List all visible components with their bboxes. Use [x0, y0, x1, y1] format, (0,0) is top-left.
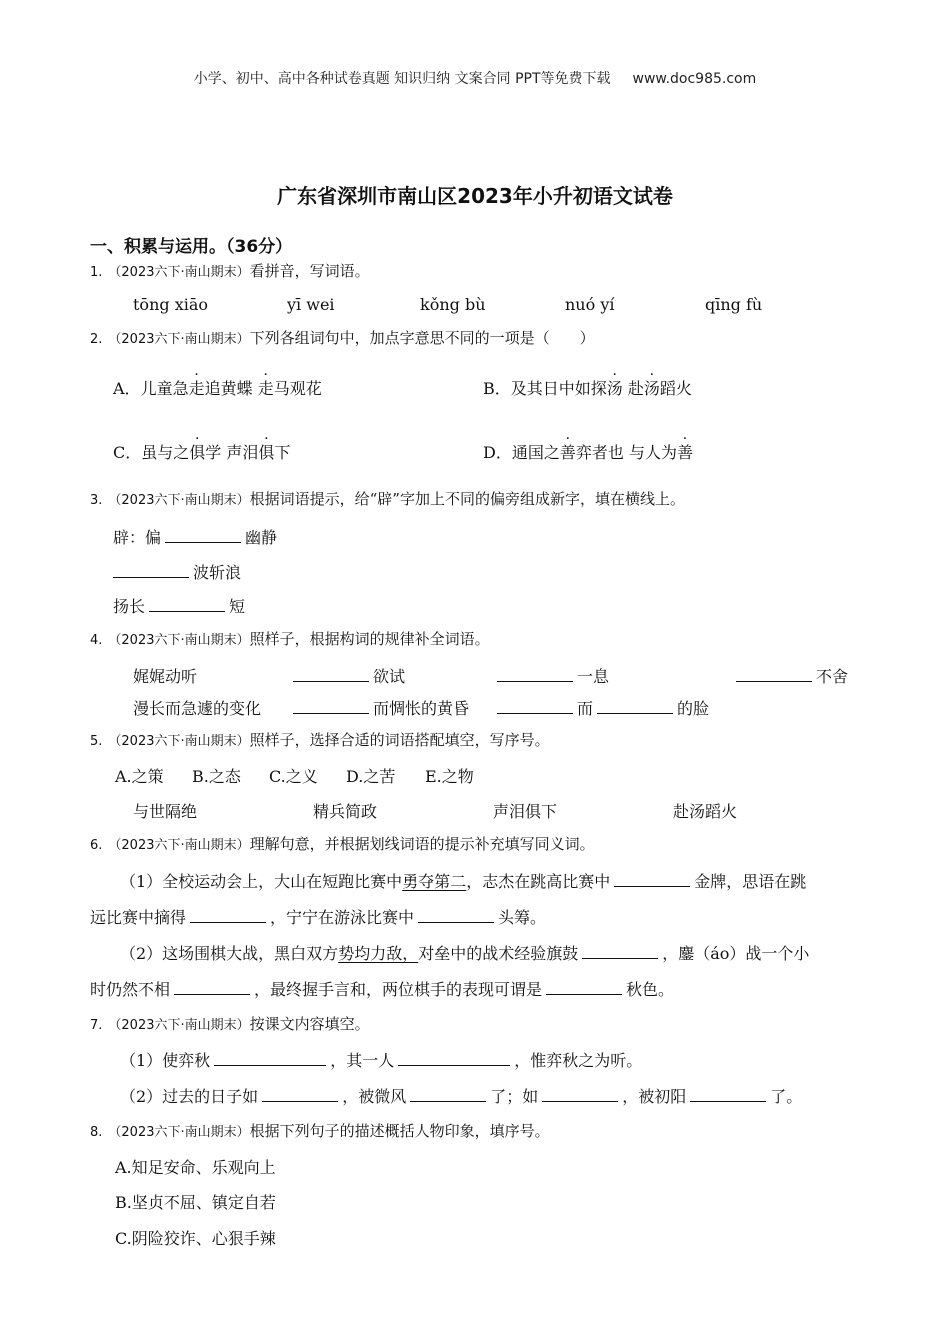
question-4: [90, 628, 490, 649]
answer-blank[interactable]: [418, 908, 494, 923]
question-text: 根据下列句子的描述概括人物印象，填序号。: [249, 1122, 550, 1140]
answer-blank[interactable]: [214, 1051, 326, 1066]
q5-option-a: A.之策: [115, 767, 164, 786]
option-c[interactable]: C．虽与之俱学 声泪俱下: [113, 443, 291, 462]
question-source: （2023六下·南山期末）: [108, 734, 250, 749]
q5-item: 声泪俱下: [493, 802, 558, 821]
pinyin-2: yī wei: [287, 295, 335, 314]
q4-item: 一息: [497, 664, 609, 687]
pinyin-3: kǒng bù: [420, 295, 486, 314]
answer-blank[interactable]: [262, 1087, 338, 1102]
q6-part2-line1: （2）这场围棋大战，黑白双方势均力敌，对垒中的战术经验旗鼓 ，鏖（áo）战一个小: [120, 944, 810, 963]
q3-line-3: 扬长 短: [113, 597, 246, 616]
option-d[interactable]: D．通国之善弈者也 与人为善: [483, 443, 694, 462]
q8-option-c: C.阴险狡诈、心狠手辣: [115, 1229, 276, 1248]
answer-blank[interactable]: [546, 980, 622, 995]
answer-blank[interactable]: [497, 667, 573, 682]
q5-item: 精兵简政: [313, 802, 378, 821]
q4-item: 而 的脸: [497, 696, 709, 719]
q4-item: 不舍: [736, 664, 848, 687]
q5-item: 与世隔绝: [133, 802, 198, 821]
question-text: 照样子，选择合适的词语搭配填空，写序号。: [249, 731, 550, 749]
q4-example-1: 娓娓动听: [133, 667, 198, 686]
question-5: [90, 729, 550, 750]
dotted-char: 俱: [189, 443, 206, 462]
question-number: 1.: [90, 265, 103, 280]
question-number: 5.: [90, 734, 103, 749]
question-7: [90, 1013, 370, 1034]
question-text: 下列各组词句中，加点字意思不同的一项是（ ）: [249, 329, 595, 347]
header-text: 小学、初中、高中各种试卷真题 知识归纳 文案合同 PPT等免费下载: [193, 71, 611, 87]
question-number: 2.: [90, 332, 103, 347]
dotted-char: 善: [559, 443, 576, 462]
question-text: 根据词语提示，给“辟”字加上不同的偏旁组成新字，填在横线上。: [249, 490, 685, 508]
page-title: 广东省深圳市南山区2023年小升初语文试卷: [277, 184, 673, 208]
dotted-char: 汤: [606, 379, 623, 398]
answer-blank[interactable]: [149, 597, 225, 612]
q6-part2-line2: 时仍然不相 ，最终握手言和，两位棋手的表现可谓是 秋色。: [90, 980, 675, 999]
answer-blank[interactable]: [542, 1087, 618, 1102]
question-number: 7.: [90, 1018, 103, 1033]
header-site-link[interactable]: www.doc985.com: [632, 71, 757, 87]
q3-line-1: 辟：偏 幽静: [113, 528, 278, 547]
q8-option-b: B.坚贞不屈、镇定自若: [115, 1193, 276, 1212]
q7-part1: （1）使弈秋 ，其一人 ，惟弈秋之为听。: [120, 1051, 643, 1070]
q5-option-e: E.之物: [425, 767, 474, 786]
answer-blank[interactable]: [690, 1087, 766, 1102]
answer-blank[interactable]: [113, 563, 189, 578]
question-source: （2023六下·南山期末）: [108, 493, 250, 508]
pinyin-4: nuó yí: [565, 295, 615, 314]
answer-blank[interactable]: [165, 528, 241, 543]
question-number: 3.: [90, 493, 103, 508]
dotted-char: 走: [257, 379, 274, 398]
q4-item: 而惆怅的黄昏: [293, 696, 469, 719]
question-source: （2023六下·南山期末）: [108, 265, 250, 280]
underlined-phrase: 勇夺第二: [402, 872, 467, 891]
question-source: （2023六下·南山期末）: [108, 633, 250, 648]
answer-blank[interactable]: [293, 667, 369, 682]
question-number: 6.: [90, 838, 103, 853]
question-3: [90, 488, 685, 509]
section-heading: 一、积累与运用。（36分）: [90, 237, 293, 257]
question-source: （2023六下·南山期末）: [108, 1018, 250, 1033]
question-source: （2023六下·南山期末）: [108, 1125, 250, 1140]
answer-blank[interactable]: [736, 667, 812, 682]
question-number: 8.: [90, 1125, 103, 1140]
page-header: [0, 68, 950, 88]
q5-option-c: C.之义: [269, 767, 318, 786]
answer-blank[interactable]: [293, 699, 369, 714]
question-6: [90, 833, 595, 854]
dotted-char: 俱: [258, 443, 275, 462]
question-source: （2023六下·南山期末）: [108, 332, 250, 347]
q5-option-d: D.之苦: [346, 767, 396, 786]
answer-blank[interactable]: [174, 980, 250, 995]
dotted-char: 善: [677, 443, 694, 462]
pinyin-5: qīng fù: [705, 295, 763, 314]
answer-blank[interactable]: [497, 699, 573, 714]
question-number: 4.: [90, 633, 103, 648]
question-text: 看拼音，写词语。: [249, 262, 370, 280]
question-text: 理解句意，并根据划线词语的提示补充填写同义词。: [249, 835, 595, 853]
question-text: 照样子，根据构词的规律补全词语。: [249, 630, 490, 648]
answer-blank[interactable]: [614, 872, 690, 887]
question-text: 按课文内容填空。: [249, 1015, 370, 1033]
q8-option-a: A.知足安命、乐观向上: [115, 1158, 276, 1177]
pinyin-1: tōng xiāo: [133, 295, 209, 314]
answer-blank[interactable]: [190, 908, 266, 923]
q3-line-2: 波斩浪: [113, 560, 241, 583]
answer-blank[interactable]: [398, 1051, 510, 1066]
q6-part1-line1: （1）全校运动会上，大山在短跑比赛中勇夺第二，志杰在跳高比赛中 金牌，思语在跳: [120, 872, 807, 891]
q5-option-b: B.之态: [192, 767, 241, 786]
option-a[interactable]: A．儿童急走追黄蝶 走马观花: [113, 379, 322, 398]
question-1: [90, 260, 370, 281]
answer-blank[interactable]: [410, 1087, 486, 1102]
dotted-char: 走: [188, 379, 205, 398]
q4-example-2: 漫长而急遽的变化: [133, 699, 262, 718]
question-8: [90, 1120, 550, 1141]
q5-item: 赴汤蹈火: [673, 802, 738, 821]
answer-blank[interactable]: [597, 699, 673, 714]
q7-part2: （2）过去的日子如 ，被微风 了；如 ，被初阳 了。: [120, 1087, 803, 1106]
option-b[interactable]: B．及其日中如探汤 赴汤蹈火: [483, 379, 692, 398]
answer-blank[interactable]: [582, 944, 658, 959]
dotted-char: 汤: [643, 379, 660, 398]
question-source: （2023六下·南山期末）: [108, 838, 250, 853]
underlined-phrase: 势均力敌，: [338, 944, 419, 963]
q4-item: 欲试: [293, 664, 405, 687]
q6-part1-line2: 远比赛中摘得 ，宁宁在游泳比赛中 头筹。: [90, 908, 547, 927]
question-2: [90, 327, 595, 348]
